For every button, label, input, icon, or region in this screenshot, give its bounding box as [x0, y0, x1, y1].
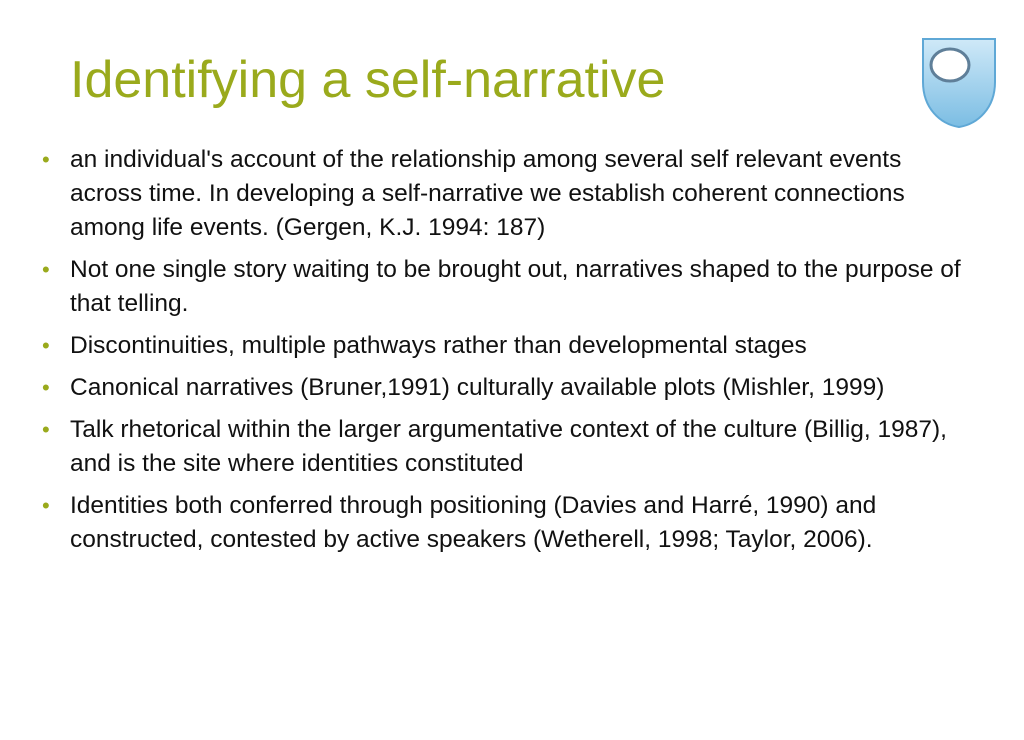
bullet-text: Identities both conferred through positioning (Davies and Harré, 1990) and constructed, contested by active speakers (Wetherell, 1998; Taylor, 2006). — [70, 492, 877, 553]
bullet-marker: • — [42, 257, 50, 282]
bullet-marker: • — [42, 333, 50, 358]
bullet-marker: • — [42, 493, 50, 518]
bullet-item — [40, 371, 975, 405]
bullet-text: Canonical narratives (Bruner,1991) culturally available plots (Mishler, 1999) — [70, 374, 885, 401]
bullet-item — [40, 143, 975, 245]
open-university-shield-icon — [920, 36, 998, 130]
bullet-text: Talk rhetorical within the larger argumentative context of the culture (Billig, 1987), and is the site where identities constituted — [70, 416, 947, 477]
bullet-marker: • — [42, 375, 50, 400]
bullet-item — [40, 413, 975, 481]
bullet-marker: • — [42, 417, 50, 442]
bullet-marker: • — [42, 147, 50, 172]
bullet-text: Not one single story waiting to be brought out, narratives shaped to the purpose of that telling. — [70, 256, 961, 317]
bullet-item — [40, 329, 975, 363]
bullet-text: Discontinuities, multiple pathways rather than developmental stages — [70, 332, 807, 359]
bullet-item — [40, 489, 975, 557]
bullet-list — [40, 143, 975, 565]
bullet-text: an individual's account of the relationship among several self relevant events across time. In developing a self-narrative we establish coherent connections among life events. (Gergen, K.J. 1994: 187) — [70, 146, 905, 241]
slide-title: Identifying a self-narrative — [70, 51, 666, 109]
bullet-item — [40, 253, 975, 321]
